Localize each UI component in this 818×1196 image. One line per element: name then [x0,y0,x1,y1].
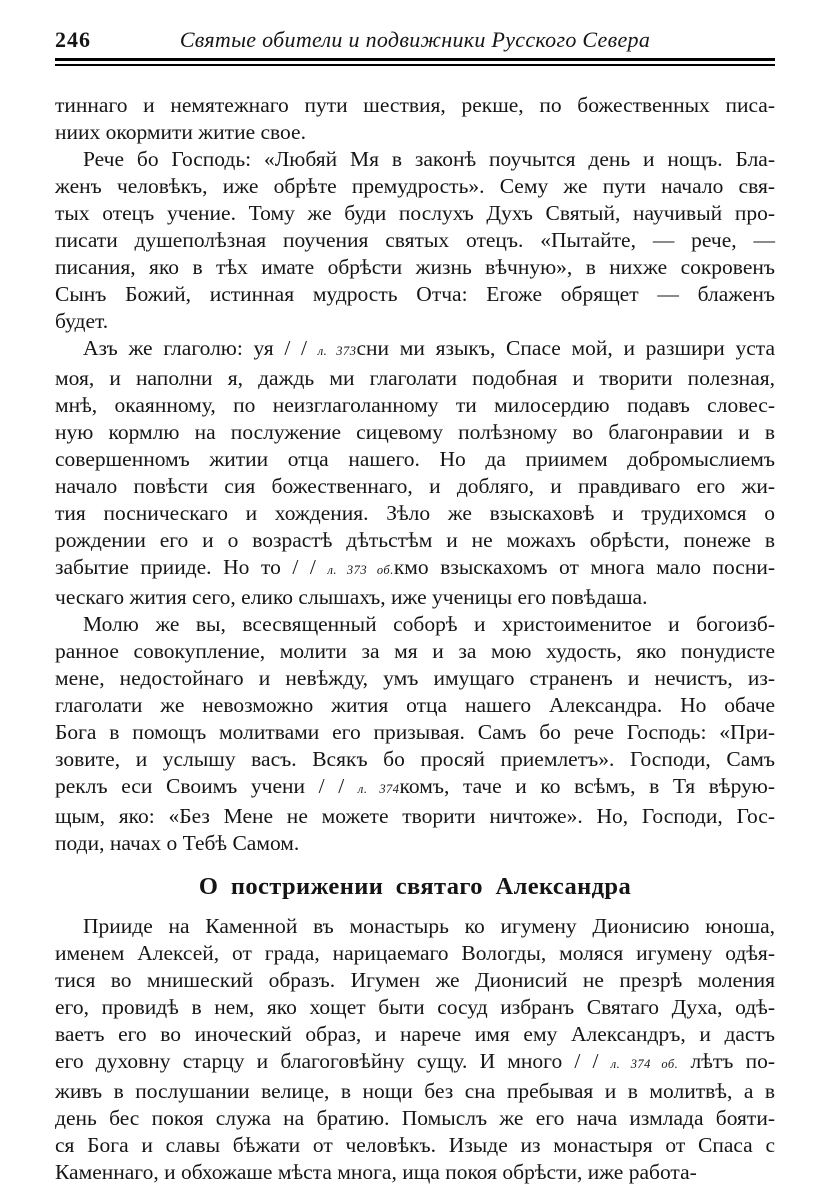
header-rule [55,58,775,66]
folio-marker: л. 373 об. [327,563,394,577]
text-line: ся Бога и славы бѣжати от человѣкъ. Изыде из монастыря от Спаса с [55,1133,775,1157]
text-line: его духовну старцу и благоговѣйну сущу. И много / / л. 374 об. лѣтъ по- [55,1049,776,1073]
folio-marker: л. 374 [357,782,400,796]
text-line: мене, недостойнаго и невѣжду, умъ имущаго страненъ и нечистъ, из- [55,666,775,690]
text-line: тых отецъ учение. Тому же буди послухъ Духъ Святый, научивый про- [55,201,775,225]
text-line: щым, яко: «Без Мене не можете творити ничтоже». Но, Господи, Гос- [55,804,775,828]
text-line: его, провидѣ в нем, яко хощет быти сосуд избранъ Святаго Духа, одѣ- [55,995,775,1019]
paragraph [55,913,775,1186]
text-line: совершенномъ житии отца нашего. Но да приимем добромыслиемъ [55,447,775,471]
text-line: Сынъ Божий, истинная мудрость Отча: Егоже обрящет — блаженъ [55,282,775,306]
text-line: женъ человѣкъ, иже обрѣте премудрость». Сему же пути начало свя- [55,174,775,198]
text-line: моя, и наполни я, даждь ми глаголати подобная и творити полезная, [55,366,775,390]
paragraph [55,92,775,146]
text-line: тися во мнишеский образъ. Игумен же Дионисий не презрѣ моления [55,968,775,992]
text-line: день бес покоя служа на братию. Помыслъ же его нача измлада бояти- [55,1106,775,1130]
text-line: поди, начах о Тебѣ Самом. [55,831,300,855]
text-line: Азъ же глаголю: уя / / л. 373сни ми языкъ, Спасе мой, и разшири уста [83,336,775,360]
section-heading: О пострижении святаго Александра [198,873,632,900]
text-line: писати душеполѣзная поучения святых отецъ. «Пытайте, — рече, — [55,228,775,252]
text-line: Рече бо Господь: «Любяй Мя в законѣ поучытся день и нощъ. Бла- [83,147,775,171]
text-line: реклъ еси Своимъ учени / / л. 374комъ, таче и ко всѣмъ, в Тя вѣрую- [55,774,776,798]
text-line: ную кормлю на послужение сицевому полѣзному во благонравии и в [55,420,775,444]
text-line: писания, яко в тѣх имате обрѣсти жизнь вѣчную», в нихже сокровенъ [55,255,775,279]
paragraph [55,335,775,611]
page-number: 246 [55,27,91,52]
text-line: ранное совокупление, молити за мя и за мою худость, яко понудисте [55,639,775,663]
folio-marker: л. 373 [317,344,357,358]
page-header [55,26,775,56]
running-title: Святые обители и подвижники Русского Севера [179,27,651,52]
paragraph [55,611,775,857]
folio-marker: л. 374 об. [610,1057,679,1071]
text-line: ваетъ его во иноческий образ, и нарече имя ему Александръ, и дастъ [55,1022,775,1046]
text-line: будет. [55,309,109,333]
paragraph [55,146,775,335]
text-line: именем Алексей, от града, нарицаемаго Вологды, моляся игумену одѣя- [55,941,775,965]
text-line: ческаго жития сего, елико слышахъ, иже ученицы его повѣдаша. [55,585,648,609]
text-line: Молю же вы, всесвященный соборѣ и христоименитое и богоизб- [83,612,775,636]
text-line: Прииде на Каменной въ монастырь ко игумену Дионисию юноша, [83,914,775,938]
text-part-2 [55,913,775,1186]
text-line: Бога в помощъ молитвами его призывая. Самъ бо рече Господь: «При- [55,720,775,744]
text-line: мнѣ, окаянному, по неизглаголанному ти милосердию подавъ словес- [55,393,775,417]
text-line: рождении его и о возрастѣ дѣтьстѣм и не можахъ обрѣсти, понеже в [55,528,775,552]
text-line: начало повѣсти сия божественнаго, и добляго, и правдиваго его жи- [55,474,775,498]
text-line: забытие прииде. Но то / / л. 373 об.кмо взыскахомъ от многа мало посни- [55,555,776,579]
text-body [55,92,775,1186]
text-line: глаголати же невозможно жития отца нашего Александра. Но обаче [55,693,775,717]
text-line: Каменнаго, и обхожаше мѣста многа, ища покоя обрѣсти, иже работа- [55,1160,697,1184]
text-line: тия посническаго и хождения. Зѣло же взыскаховѣ и трудихомся о [55,501,775,525]
text-line: зовите, и услышу васъ. Всякъ бо просяй приемлетъ». Господи, Самъ [55,747,775,771]
text-line: живъ в послушании велице, в нощи без сна пребывая и в молитвѣ, а в [55,1079,775,1103]
text-line: тиннаго и немятежнаго пути шествия, рекше, по божественных писа- [55,93,775,117]
text-part-1 [55,92,775,857]
text-line: ниих окормити житие свое. [55,120,306,144]
